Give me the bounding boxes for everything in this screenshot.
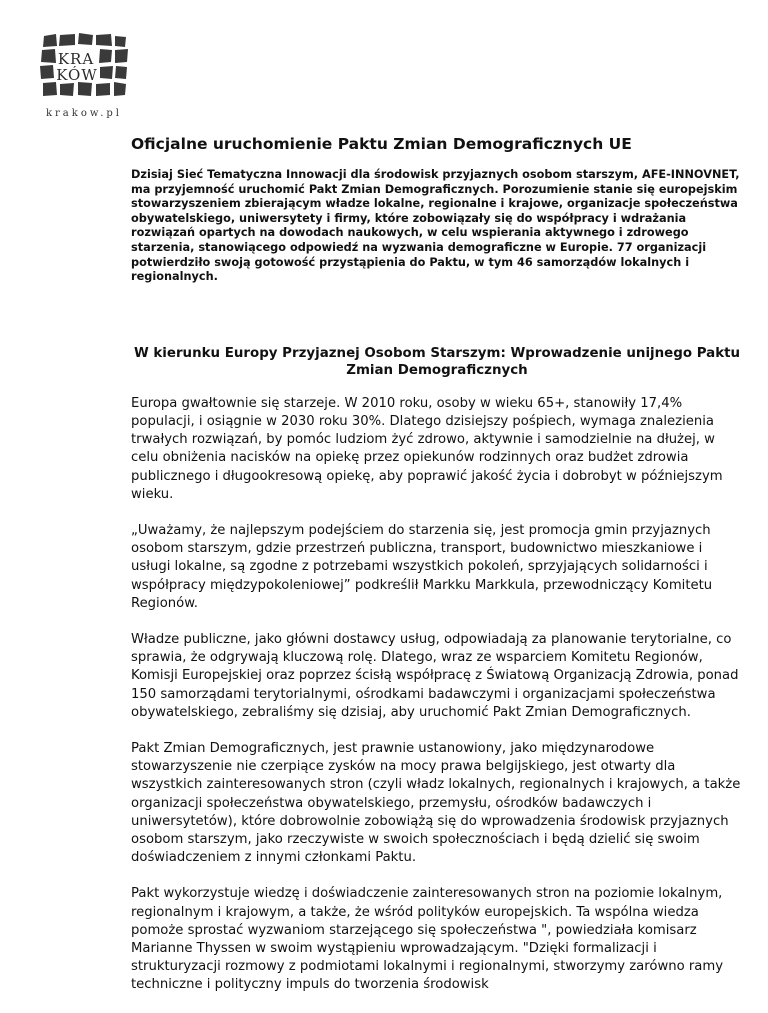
body-paragraph-5: Pakt wykorzystuje wiedzę i doświadczenie zainteresowanych stron na poziomie lokalnym, regionalnym i krajowym, a także, że wśród polityków europejskich. Ta wspólna wiedza pomoże sprostać wyzwaniom starzejącego się społeczeństwa ", powiedziała komisarz Marianne Thyssen w swoim wystąpieniu wprowadzającym. "Dzięki formalizacji i strukturyzacji rozmowy z podmiotami lokalnymi i regionalnymi, stworzymy zarówno ramy techniczne i polityczny impuls do tworzenia środowisk	[131, 886, 724, 993]
document-body	[131, 134, 743, 1013]
krakow-logo-mark	[38, 32, 130, 108]
body-paragraph-4: Pakt Zmian Demograficznych, jest prawnie ustanowiony, jako międzynarodowe stowarzyszenie nie czerpiące zysków na mocy prawa belgijskiego, jest otwarty dla wszystkich zainteresowanych stron (czyli władz lokalnych, regionalnych i krajowych, a także organizacji społeczeństwa obywatelskiego, przemysłu, ośrodków badawczych i uniwersytetów), które dobrowolnie zobowiążą się do wprowadzenia środowisk przyjaznych osobom starszym, jako rzeczywiste w swoich społecznościach i będą dzielić się swoim doświadczeniem z innymi członkami Paktu.	[131, 741, 741, 866]
body-paragraph-1: Europa gwałtownie się starzeje. W 2010 roku, osoby w wieku 65+, stanowiły 17,4% populacji, i osiągnie w 2030 roku 30%. Dlatego dzisiejszy pośpiech, wymaga znalezienia trwałych rozwiązań, by pomóc ludziom żyć zdrowo, aktywnie i samodzielnie na dłużej, w celu obniżenia nacisków na opiekę przez opiekunów rodzinnych oraz budżet zdrowia publicznego i długookresową opiekę, aby poprawić jakość życia i dobrobyt w późniejszym wieku.	[131, 395, 723, 502]
logo-wordmark-line1: KRA	[57, 50, 95, 68]
body-paragraph-3: Władze publiczne, jako główni dostawcy usług, odpowiadają za planowanie terytorialne, co sprawia, że odgrywają kluczową rolę. Dlatego, wraz ze wsparciem Komitetu Regionów, Komisji Europejskiej oraz poprzez ścisłą współpracę z Światową Organizacją Zdrowia, ponad 150 samorządami terytorialnymi, ośrodkami badawczymi i organizacjami społeczeństwa obywatelskiego, zebraliśmy się dzisiaj, aby uruchomić Pakt Zmian Demograficznych.	[131, 631, 739, 720]
body-paragraph-2: „Uważamy, że najlepszym podejściem do starzenia się, jest promocja gmin przyjaznych osobom starszym, gdzie przestrzeń publiczna, transport, budownictwo mieszkaniowe i usługi lokalne, są zgodne z potrzebami wszystkich pokoleń, sprzyjających solidarności i współpracy międzypokoleniowej” podkreślił Markku Markkula, przewodniczący Komitetu Regionów.	[131, 522, 713, 611]
krakow-logo[interactable]	[38, 32, 130, 122]
lead-paragraph: Dzisiaj Sieć Tematyczna Innowacji dla środowisk przyjaznych osobom starszym, AFE-INNOVNET, ma przyjemność uruchomić Pakt Zmian Demograficznych. Porozumienie stanie się europejskim stowarzyszeniem zbierającym władze lokalne, regionalne i krajowe, organizacje społeczeństwa obywatelskiego, uniwersytety i firmy, które zobowiązały się do współpracy i wdrażania rozwiązań opartych na dowodach naukowych, w celu wspierania aktywnego i zdrowego starzenia, stanowiącego odpowiedź na wyzwania demograficzne w Europie. 77 organizacji potwierdziło swoją gotowość przystąpienia do Paktu, w tym 46 samorządów lokalnych i regionalnych.	[131, 168, 740, 284]
section-heading: W kierunku Europy Przyjaznej Osobom Starszym: Wprowadzenie unijnego Paktu Zmian Demograficznych	[133, 345, 741, 379]
logo-caption: krakow.pl	[45, 108, 123, 119]
logo-wordmark-line2: KÓW	[56, 66, 98, 84]
document-title: Oficjalne uruchomienie Paktu Zmian Demograficznych UE	[131, 135, 632, 153]
